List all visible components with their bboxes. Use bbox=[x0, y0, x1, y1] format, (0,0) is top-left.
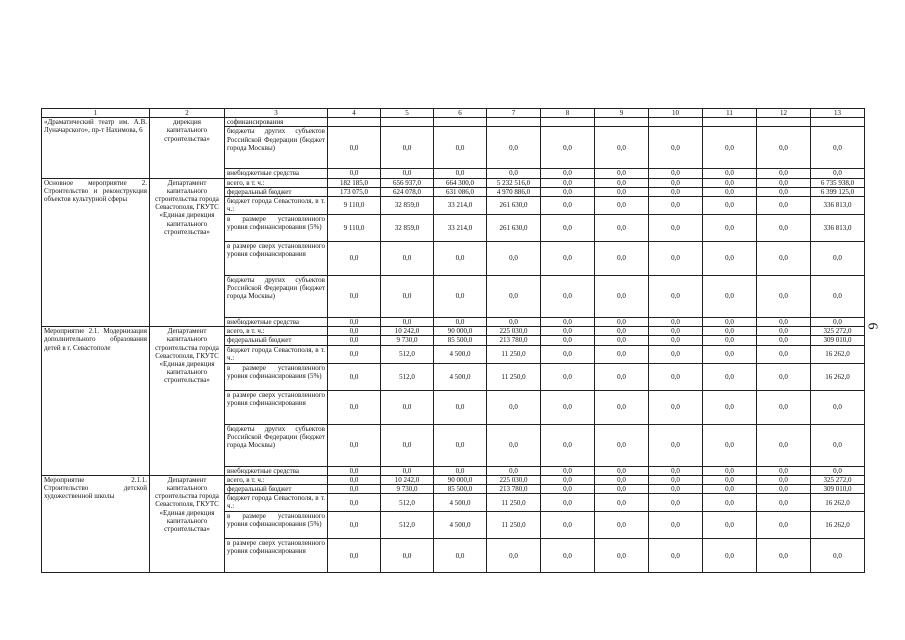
amount-cell: 0,0 bbox=[328, 512, 381, 539]
amount-cell: 0,0 bbox=[541, 424, 595, 466]
amount-cell: 0,0 bbox=[649, 178, 703, 187]
amount-cell: 0,0 bbox=[595, 336, 649, 345]
amount-cell bbox=[541, 118, 595, 127]
amount-cell: 0,0 bbox=[328, 169, 381, 178]
amount-cell: 0,0 bbox=[757, 539, 811, 573]
amount-cell: 11 250,0 bbox=[487, 363, 541, 390]
table-row bbox=[42, 475, 865, 484]
amount-cell: 0,0 bbox=[811, 390, 865, 424]
amount-cell: 0,0 bbox=[703, 242, 757, 276]
amount-cell: 0,0 bbox=[703, 466, 757, 475]
amount-cell: 0,0 bbox=[757, 466, 811, 475]
amount-cell: 0,0 bbox=[595, 485, 649, 494]
amount-cell: 0,0 bbox=[487, 169, 541, 178]
amount-cell: 9 110,0 bbox=[328, 197, 381, 215]
amount-cell: 0,0 bbox=[757, 345, 811, 363]
header-cell: 1 bbox=[42, 109, 150, 118]
amount-cell: 0,0 bbox=[811, 242, 865, 276]
amount-cell: 0,0 bbox=[703, 187, 757, 196]
funding-source-cell: софинансирования bbox=[225, 118, 328, 127]
amount-cell: 325 272,0 bbox=[811, 475, 865, 484]
amount-cell: 90 000,0 bbox=[434, 475, 487, 484]
amount-cell: 173 075,0 bbox=[328, 187, 381, 196]
funding-source-cell: бюджет города Севастополя, в т. ч.: bbox=[225, 197, 328, 215]
amount-cell: 0,0 bbox=[649, 466, 703, 475]
amount-cell: 0,0 bbox=[703, 327, 757, 336]
amount-cell: 336 813,0 bbox=[811, 197, 865, 215]
amount-cell: 0,0 bbox=[595, 475, 649, 484]
amount-cell: 0,0 bbox=[487, 276, 541, 318]
amount-cell: 0,0 bbox=[541, 197, 595, 215]
header-row bbox=[42, 109, 865, 118]
amount-cell: 0,0 bbox=[541, 363, 595, 390]
amount-cell: 0,0 bbox=[328, 363, 381, 390]
amount-cell: 0,0 bbox=[487, 424, 541, 466]
amount-cell: 0,0 bbox=[649, 242, 703, 276]
amount-cell bbox=[434, 118, 487, 127]
amount-cell: 0,0 bbox=[541, 390, 595, 424]
amount-cell: 0,0 bbox=[595, 363, 649, 390]
budget-table bbox=[41, 108, 865, 573]
amount-cell: 0,0 bbox=[757, 242, 811, 276]
amount-cell: 0,0 bbox=[541, 169, 595, 178]
amount-cell: 0,0 bbox=[595, 169, 649, 178]
amount-cell: 261 630,0 bbox=[487, 197, 541, 215]
funding-source-cell: всего, в т. ч.: bbox=[225, 178, 328, 187]
amount-cell: 0,0 bbox=[328, 318, 381, 327]
amount-cell: 0,0 bbox=[703, 485, 757, 494]
funding-source-cell: в размере сверх установленного уровня софинансирования bbox=[225, 242, 328, 276]
funding-source-cell: всего, в т. ч.: bbox=[225, 475, 328, 484]
amount-cell: 0,0 bbox=[649, 187, 703, 196]
amount-cell: 0,0 bbox=[649, 363, 703, 390]
amount-cell: 0,0 bbox=[541, 327, 595, 336]
event-name-cell: «Драматический театр им. А.В. Луначарского», пр-т Нахимова, 6 bbox=[42, 118, 150, 178]
amount-cell: 0,0 bbox=[811, 466, 865, 475]
amount-cell: 0,0 bbox=[757, 327, 811, 336]
amount-cell: 0,0 bbox=[703, 512, 757, 539]
amount-cell: 0,0 bbox=[487, 466, 541, 475]
funding-source-cell: внебюджетные средства bbox=[225, 169, 328, 178]
amount-cell: 225 030,0 bbox=[487, 475, 541, 484]
amount-cell: 11 250,0 bbox=[487, 494, 541, 512]
amount-cell: 0,0 bbox=[757, 512, 811, 539]
amount-cell: 0,0 bbox=[328, 424, 381, 466]
event-name-cell: Мероприятие 2.1. Модернизация дополнительного образования детей в г. Севастополе bbox=[42, 327, 150, 476]
funding-source-cell: в размере установленного уровня софинансирования (5%) bbox=[225, 363, 328, 390]
amount-cell: 0,0 bbox=[703, 539, 757, 573]
amount-cell: 0,0 bbox=[703, 336, 757, 345]
header-cell: 12 bbox=[757, 109, 811, 118]
executor-cell: Департамент капитального строительства города Севастополя, ГКУТС «Единая дирекция капитального строительства» bbox=[150, 327, 225, 476]
amount-cell: 0,0 bbox=[487, 318, 541, 327]
amount-cell: 0,0 bbox=[487, 539, 541, 573]
amount-cell: 0,0 bbox=[381, 424, 434, 466]
amount-cell: 0,0 bbox=[595, 390, 649, 424]
amount-cell: 0,0 bbox=[434, 539, 487, 573]
amount-cell: 512,0 bbox=[381, 345, 434, 363]
amount-cell: 309 010,0 bbox=[811, 336, 865, 345]
amount-cell: 0,0 bbox=[541, 466, 595, 475]
amount-cell: 0,0 bbox=[757, 390, 811, 424]
amount-cell: 11 250,0 bbox=[487, 512, 541, 539]
amount-cell: 0,0 bbox=[381, 466, 434, 475]
amount-cell: 9 730,0 bbox=[381, 336, 434, 345]
amount-cell bbox=[649, 118, 703, 127]
amount-cell: 9 110,0 bbox=[328, 215, 381, 242]
amount-cell: 0,0 bbox=[381, 127, 434, 169]
amount-cell: 4 500,0 bbox=[434, 494, 487, 512]
amount-cell: 0,0 bbox=[328, 485, 381, 494]
amount-cell: 0,0 bbox=[381, 539, 434, 573]
amount-cell: 0,0 bbox=[328, 276, 381, 318]
amount-cell: 0,0 bbox=[328, 475, 381, 484]
header-cell: 6 bbox=[434, 109, 487, 118]
amount-cell: 0,0 bbox=[757, 363, 811, 390]
amount-cell: 0,0 bbox=[487, 127, 541, 169]
amount-cell: 32 859,0 bbox=[381, 197, 434, 215]
amount-cell: 9 730,0 bbox=[381, 485, 434, 494]
header-cell: 3 bbox=[225, 109, 328, 118]
amount-cell: 0,0 bbox=[595, 276, 649, 318]
amount-cell: 0,0 bbox=[595, 318, 649, 327]
amount-cell: 10 242,0 bbox=[381, 327, 434, 336]
amount-cell: 0,0 bbox=[757, 318, 811, 327]
amount-cell: 0,0 bbox=[703, 494, 757, 512]
funding-source-cell: бюджет города Севастополя, в т. ч.: bbox=[225, 345, 328, 363]
amount-cell: 0,0 bbox=[541, 127, 595, 169]
table-row bbox=[42, 118, 865, 127]
amount-cell: 0,0 bbox=[328, 327, 381, 336]
amount-cell: 225 030,0 bbox=[487, 327, 541, 336]
amount-cell: 0,0 bbox=[595, 197, 649, 215]
amount-cell: 0,0 bbox=[381, 242, 434, 276]
amount-cell: 0,0 bbox=[649, 276, 703, 318]
amount-cell: 0,0 bbox=[595, 215, 649, 242]
amount-cell: 0,0 bbox=[541, 485, 595, 494]
funding-source-cell: федеральный бюджет bbox=[225, 336, 328, 345]
amount-cell: 0,0 bbox=[595, 424, 649, 466]
amount-cell: 624 078,0 bbox=[381, 187, 434, 196]
table-body bbox=[42, 109, 865, 573]
amount-cell: 0,0 bbox=[703, 424, 757, 466]
amount-cell: 0,0 bbox=[811, 539, 865, 573]
amount-cell: 0,0 bbox=[811, 169, 865, 178]
amount-cell: 0,0 bbox=[381, 390, 434, 424]
funding-source-cell: в размере сверх установленного уровня софинансирования bbox=[225, 539, 328, 573]
amount-cell: 0,0 bbox=[541, 276, 595, 318]
amount-cell: 0,0 bbox=[649, 485, 703, 494]
amount-cell: 32 859,0 bbox=[381, 215, 434, 242]
funding-source-cell: федеральный бюджет bbox=[225, 187, 328, 196]
amount-cell: 0,0 bbox=[649, 197, 703, 215]
amount-cell: 0,0 bbox=[757, 336, 811, 345]
amount-cell: 0,0 bbox=[487, 242, 541, 276]
header-cell: 11 bbox=[703, 109, 757, 118]
amount-cell: 0,0 bbox=[595, 539, 649, 573]
amount-cell: 90 000,0 bbox=[434, 327, 487, 336]
event-name-cell: Мероприятие 2.1.1. Строительство детской художественной школы bbox=[42, 475, 150, 572]
amount-cell: 0,0 bbox=[434, 466, 487, 475]
amount-cell: 0,0 bbox=[703, 169, 757, 178]
funding-source-cell: внебюджетные средства bbox=[225, 318, 328, 327]
funding-source-cell: всего, в т. ч.: bbox=[225, 327, 328, 336]
amount-cell: 33 214,0 bbox=[434, 215, 487, 242]
amount-cell: 0,0 bbox=[649, 424, 703, 466]
amount-cell: 0,0 bbox=[541, 336, 595, 345]
amount-cell: 0,0 bbox=[703, 345, 757, 363]
amount-cell: 0,0 bbox=[757, 169, 811, 178]
amount-cell: 0,0 bbox=[541, 178, 595, 187]
amount-cell: 0,0 bbox=[328, 494, 381, 512]
funding-source-cell: внебюджетные средства bbox=[225, 466, 328, 475]
amount-cell: 0,0 bbox=[328, 390, 381, 424]
amount-cell: 325 272,0 bbox=[811, 327, 865, 336]
amount-cell: 0,0 bbox=[757, 475, 811, 484]
amount-cell: 309 010,0 bbox=[811, 485, 865, 494]
amount-cell: 631 086,0 bbox=[434, 187, 487, 196]
amount-cell: 0,0 bbox=[541, 187, 595, 196]
amount-cell: 0,0 bbox=[649, 169, 703, 178]
funding-source-cell: бюджеты других субъектов Российской Федерации (бюджет города Москвы) bbox=[225, 276, 328, 318]
amount-cell: 0,0 bbox=[595, 242, 649, 276]
amount-cell: 0,0 bbox=[757, 215, 811, 242]
amount-cell: 0,0 bbox=[595, 345, 649, 363]
amount-cell: 16 262,0 bbox=[811, 494, 865, 512]
amount-cell: 0,0 bbox=[434, 318, 487, 327]
amount-cell: 0,0 bbox=[703, 178, 757, 187]
amount-cell: 4 970 886,0 bbox=[487, 187, 541, 196]
amount-cell: 10 242,0 bbox=[381, 475, 434, 484]
amount-cell: 0,0 bbox=[757, 424, 811, 466]
amount-cell: 0,0 bbox=[595, 512, 649, 539]
amount-cell: 0,0 bbox=[595, 327, 649, 336]
amount-cell: 0,0 bbox=[328, 466, 381, 475]
header-cell: 2 bbox=[150, 109, 225, 118]
amount-cell: 0,0 bbox=[595, 494, 649, 512]
amount-cell: 0,0 bbox=[703, 363, 757, 390]
amount-cell: 0,0 bbox=[811, 127, 865, 169]
amount-cell: 4 500,0 bbox=[434, 345, 487, 363]
amount-cell: 0,0 bbox=[703, 390, 757, 424]
header-cell: 10 bbox=[649, 109, 703, 118]
amount-cell: 4 500,0 bbox=[434, 363, 487, 390]
funding-source-cell: в размере сверх установленного уровня софинансирования bbox=[225, 390, 328, 424]
amount-cell: 182 185,0 bbox=[328, 178, 381, 187]
amount-cell: 0,0 bbox=[757, 197, 811, 215]
amount-cell: 656 937,0 bbox=[381, 178, 434, 187]
amount-cell bbox=[811, 118, 865, 127]
amount-cell: 0,0 bbox=[811, 276, 865, 318]
amount-cell: 0,0 bbox=[381, 276, 434, 318]
header-cell: 9 bbox=[595, 109, 649, 118]
amount-cell bbox=[328, 118, 381, 127]
amount-cell: 261 630,0 bbox=[487, 215, 541, 242]
amount-cell: 0,0 bbox=[541, 215, 595, 242]
amount-cell: 0,0 bbox=[541, 512, 595, 539]
amount-cell: 664 300,0 bbox=[434, 178, 487, 187]
amount-cell: 0,0 bbox=[541, 539, 595, 573]
amount-cell: 0,0 bbox=[595, 127, 649, 169]
executor-cell: Департамент капитального строительства города Севастополя, ГКУТС «Единая дирекция капитального строительства» bbox=[150, 475, 225, 572]
amount-cell: 0,0 bbox=[434, 242, 487, 276]
amount-cell: 0,0 bbox=[595, 466, 649, 475]
amount-cell: 0,0 bbox=[649, 512, 703, 539]
amount-cell: 0,0 bbox=[541, 494, 595, 512]
amount-cell: 33 214,0 bbox=[434, 197, 487, 215]
amount-cell: 0,0 bbox=[541, 345, 595, 363]
amount-cell: 0,0 bbox=[703, 475, 757, 484]
page-number: 6 bbox=[864, 322, 880, 330]
amount-cell: 0,0 bbox=[541, 475, 595, 484]
amount-cell: 0,0 bbox=[757, 494, 811, 512]
amount-cell: 85 500,0 bbox=[434, 485, 487, 494]
funding-source-cell: федеральный бюджет bbox=[225, 485, 328, 494]
amount-cell bbox=[703, 118, 757, 127]
amount-cell: 213 780,0 bbox=[487, 336, 541, 345]
amount-cell: 0,0 bbox=[649, 318, 703, 327]
amount-cell: 0,0 bbox=[328, 127, 381, 169]
funding-source-cell: бюджет города Севастополя, в т. ч.: bbox=[225, 494, 328, 512]
amount-cell: 512,0 bbox=[381, 512, 434, 539]
amount-cell: 336 813,0 bbox=[811, 215, 865, 242]
amount-cell: 0,0 bbox=[328, 242, 381, 276]
amount-cell: 512,0 bbox=[381, 494, 434, 512]
funding-source-cell: бюджеты других субъектов Российской Федерации (бюджет города Москвы) bbox=[225, 127, 328, 169]
amount-cell: 0,0 bbox=[541, 318, 595, 327]
amount-cell: 0,0 bbox=[649, 345, 703, 363]
amount-cell: 5 232 516,0 bbox=[487, 178, 541, 187]
amount-cell: 0,0 bbox=[649, 475, 703, 484]
table-row bbox=[42, 327, 865, 336]
amount-cell: 0,0 bbox=[595, 178, 649, 187]
amount-cell: 0,0 bbox=[649, 327, 703, 336]
amount-cell: 0,0 bbox=[703, 197, 757, 215]
amount-cell: 0,0 bbox=[595, 187, 649, 196]
amount-cell: 0,0 bbox=[328, 336, 381, 345]
funding-source-cell: в размере установленного уровня софинансирования (5%) bbox=[225, 215, 328, 242]
amount-cell: 0,0 bbox=[434, 276, 487, 318]
amount-cell: 0,0 bbox=[434, 127, 487, 169]
header-cell: 8 bbox=[541, 109, 595, 118]
amount-cell bbox=[595, 118, 649, 127]
funding-source-cell: бюджеты других субъектов Российской Федерации (бюджет города Москвы) bbox=[225, 424, 328, 466]
amount-cell: 0,0 bbox=[703, 276, 757, 318]
amount-cell bbox=[381, 118, 434, 127]
amount-cell: 0,0 bbox=[757, 276, 811, 318]
header-cell: 7 bbox=[487, 109, 541, 118]
amount-cell: 0,0 bbox=[649, 539, 703, 573]
executor-cell: Департамент капитального строительства города Севастополя, ГКУТС «Единая дирекция капитального строительства» bbox=[150, 178, 225, 327]
amount-cell: 0,0 bbox=[434, 169, 487, 178]
amount-cell: 0,0 bbox=[811, 424, 865, 466]
amount-cell: 0,0 bbox=[381, 318, 434, 327]
amount-cell: 0,0 bbox=[649, 494, 703, 512]
amount-cell: 11 250,0 bbox=[487, 345, 541, 363]
event-name-cell: Основное мероприятие 2. Строительство и реконструкция объектов культурной сферы bbox=[42, 178, 150, 327]
amount-cell: 0,0 bbox=[757, 127, 811, 169]
amount-cell: 0,0 bbox=[757, 178, 811, 187]
amount-cell: 0,0 bbox=[757, 485, 811, 494]
amount-cell: 0,0 bbox=[703, 127, 757, 169]
amount-cell: 0,0 bbox=[649, 127, 703, 169]
amount-cell: 85 500,0 bbox=[434, 336, 487, 345]
amount-cell: 16 262,0 bbox=[811, 512, 865, 539]
amount-cell: 6 735 938,0 bbox=[811, 178, 865, 187]
amount-cell: 4 500,0 bbox=[434, 512, 487, 539]
amount-cell: 0,0 bbox=[541, 242, 595, 276]
amount-cell bbox=[487, 118, 541, 127]
amount-cell: 0,0 bbox=[649, 390, 703, 424]
amount-cell: 0,0 bbox=[811, 318, 865, 327]
amount-cell: 0,0 bbox=[487, 390, 541, 424]
funding-source-cell: в размере установленного уровня софинансирования (5%) bbox=[225, 512, 328, 539]
amount-cell: 0,0 bbox=[757, 187, 811, 196]
table-row bbox=[42, 178, 865, 187]
amount-cell: 0,0 bbox=[328, 345, 381, 363]
header-cell: 5 bbox=[381, 109, 434, 118]
amount-cell: 16 262,0 bbox=[811, 345, 865, 363]
amount-cell: 0,0 bbox=[434, 390, 487, 424]
amount-cell: 0,0 bbox=[328, 539, 381, 573]
amount-cell: 0,0 bbox=[703, 318, 757, 327]
amount-cell: 0,0 bbox=[434, 424, 487, 466]
executor-cell: дирекция капитального строительства» bbox=[150, 118, 225, 178]
amount-cell: 6 399 125,0 bbox=[811, 187, 865, 196]
amount-cell: 0,0 bbox=[649, 336, 703, 345]
amount-cell bbox=[757, 118, 811, 127]
header-cell: 4 bbox=[328, 109, 381, 118]
amount-cell: 0,0 bbox=[703, 215, 757, 242]
header-cell: 13 bbox=[811, 109, 865, 118]
amount-cell: 16 262,0 bbox=[811, 363, 865, 390]
amount-cell: 512,0 bbox=[381, 363, 434, 390]
amount-cell: 0,0 bbox=[381, 169, 434, 178]
amount-cell: 213 780,0 bbox=[487, 485, 541, 494]
amount-cell: 0,0 bbox=[649, 215, 703, 242]
